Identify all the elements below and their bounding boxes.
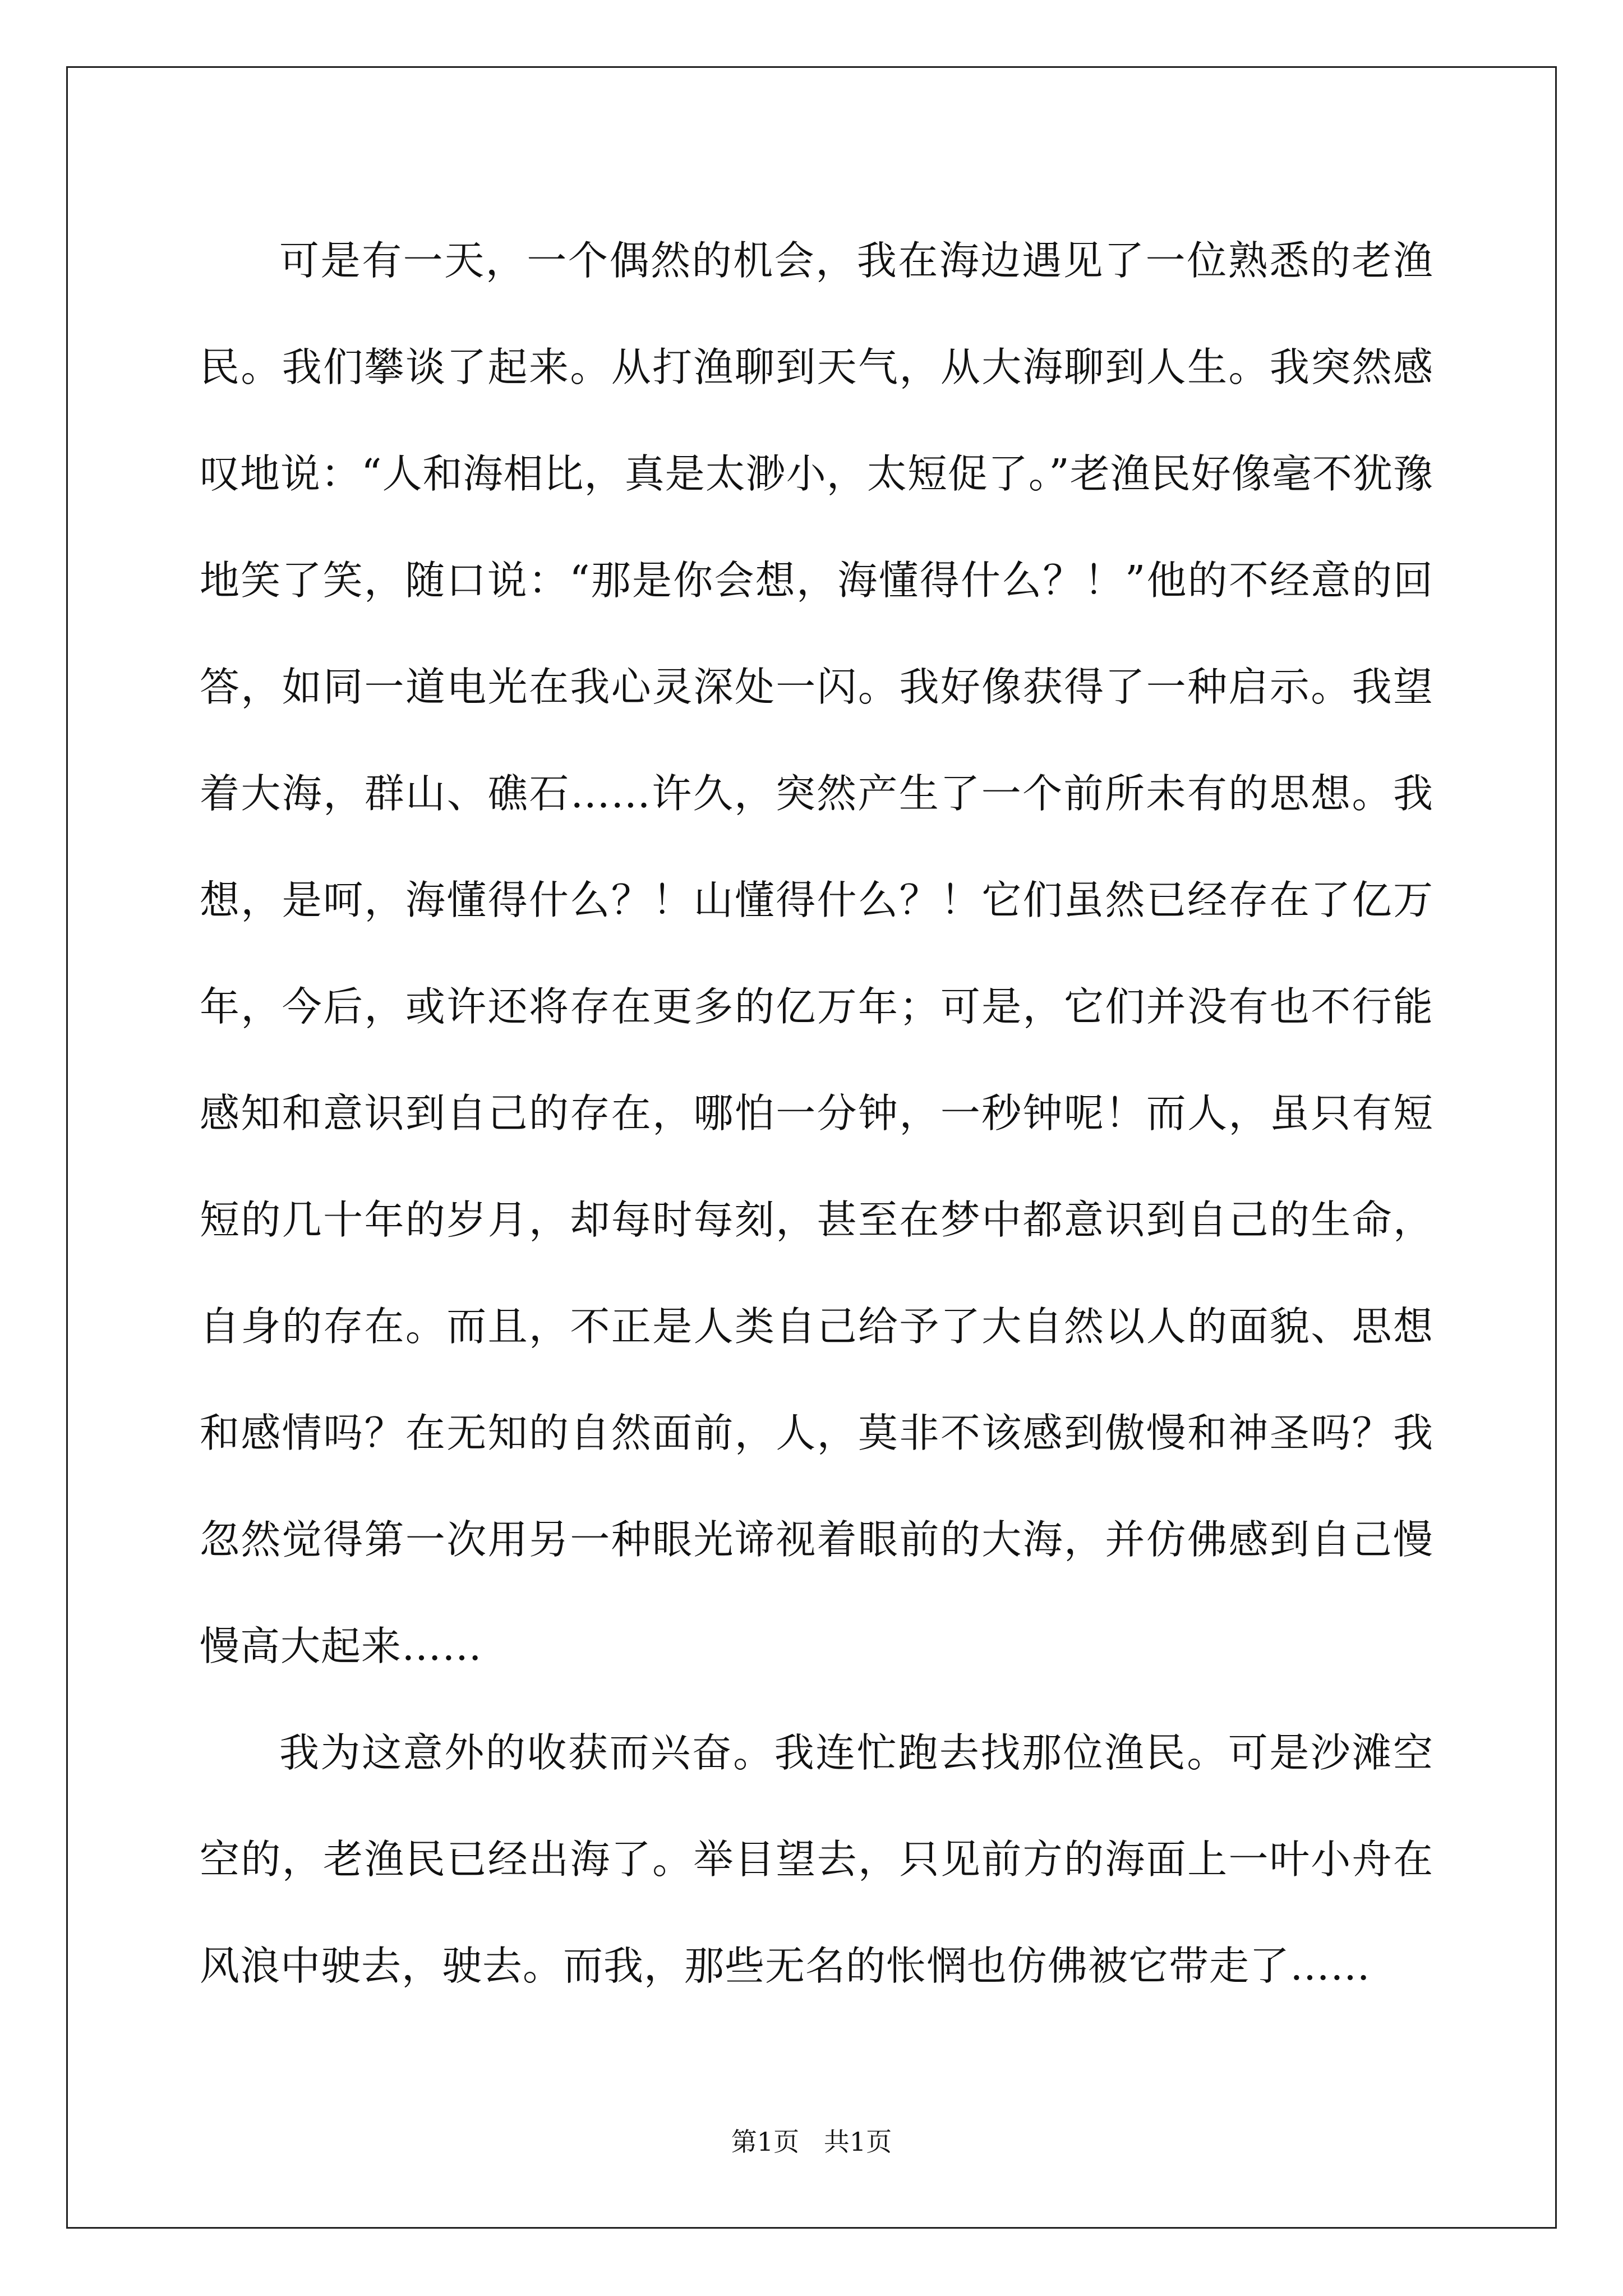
paragraph-2: 我为这意外的收获而兴奋。我连忙跑去找那位渔民。可是沙滩空空的，老渔民已经出海了。举目望去，只见前方的海面上一叶小舟在风浪中驶去，驶去。而我，那些无名的怅惘也仿佛被它带走了…… xyxy=(200,1729,1433,1989)
paragraph-1: 可是有一天，一个偶然的机会，我在海边遇见了一位熟悉的老渔民。我们攀谈了起来。从打渔聊到天气，从大海聊到人生。我突然感叹地说：“人和海相比，真是太渺小，太短促了。”老渔民好像毫不犹豫地笑了笑，随口说：“那是你会想，海懂得什么？！”他的不经意的回答，如同一道电光在我心灵深处一闪。我好像获得了一种启示。我望着大海，群山、礁石……许久，突然产生了一个前所未有的思想。我想，是呵，海懂得什么？！山懂得什么？！它们虽然已经存在了亿万年，今后，或许还将存在更多的亿万年；可是，它们并没有也不行能感知和意识到自己的存在，哪怕一分钟，一秒钟呢！而人，虽只有短短的几十年的岁月，却每时每刻，甚至在梦中都意识到自己的生命，自身的存在。而且，不正是人类自己给予了大自然以人的面貌、思想和感情吗？在无知的自然面前，人，莫非不该感到傲慢和神圣吗？我忽然觉得第一次用另一种眼光谛视着眼前的大海，并仿佛感到自己慢慢高大起来…… xyxy=(200,237,1433,1669)
page-footer: 第1页 共1页 xyxy=(731,2127,892,2157)
document-body xyxy=(200,208,1433,2019)
